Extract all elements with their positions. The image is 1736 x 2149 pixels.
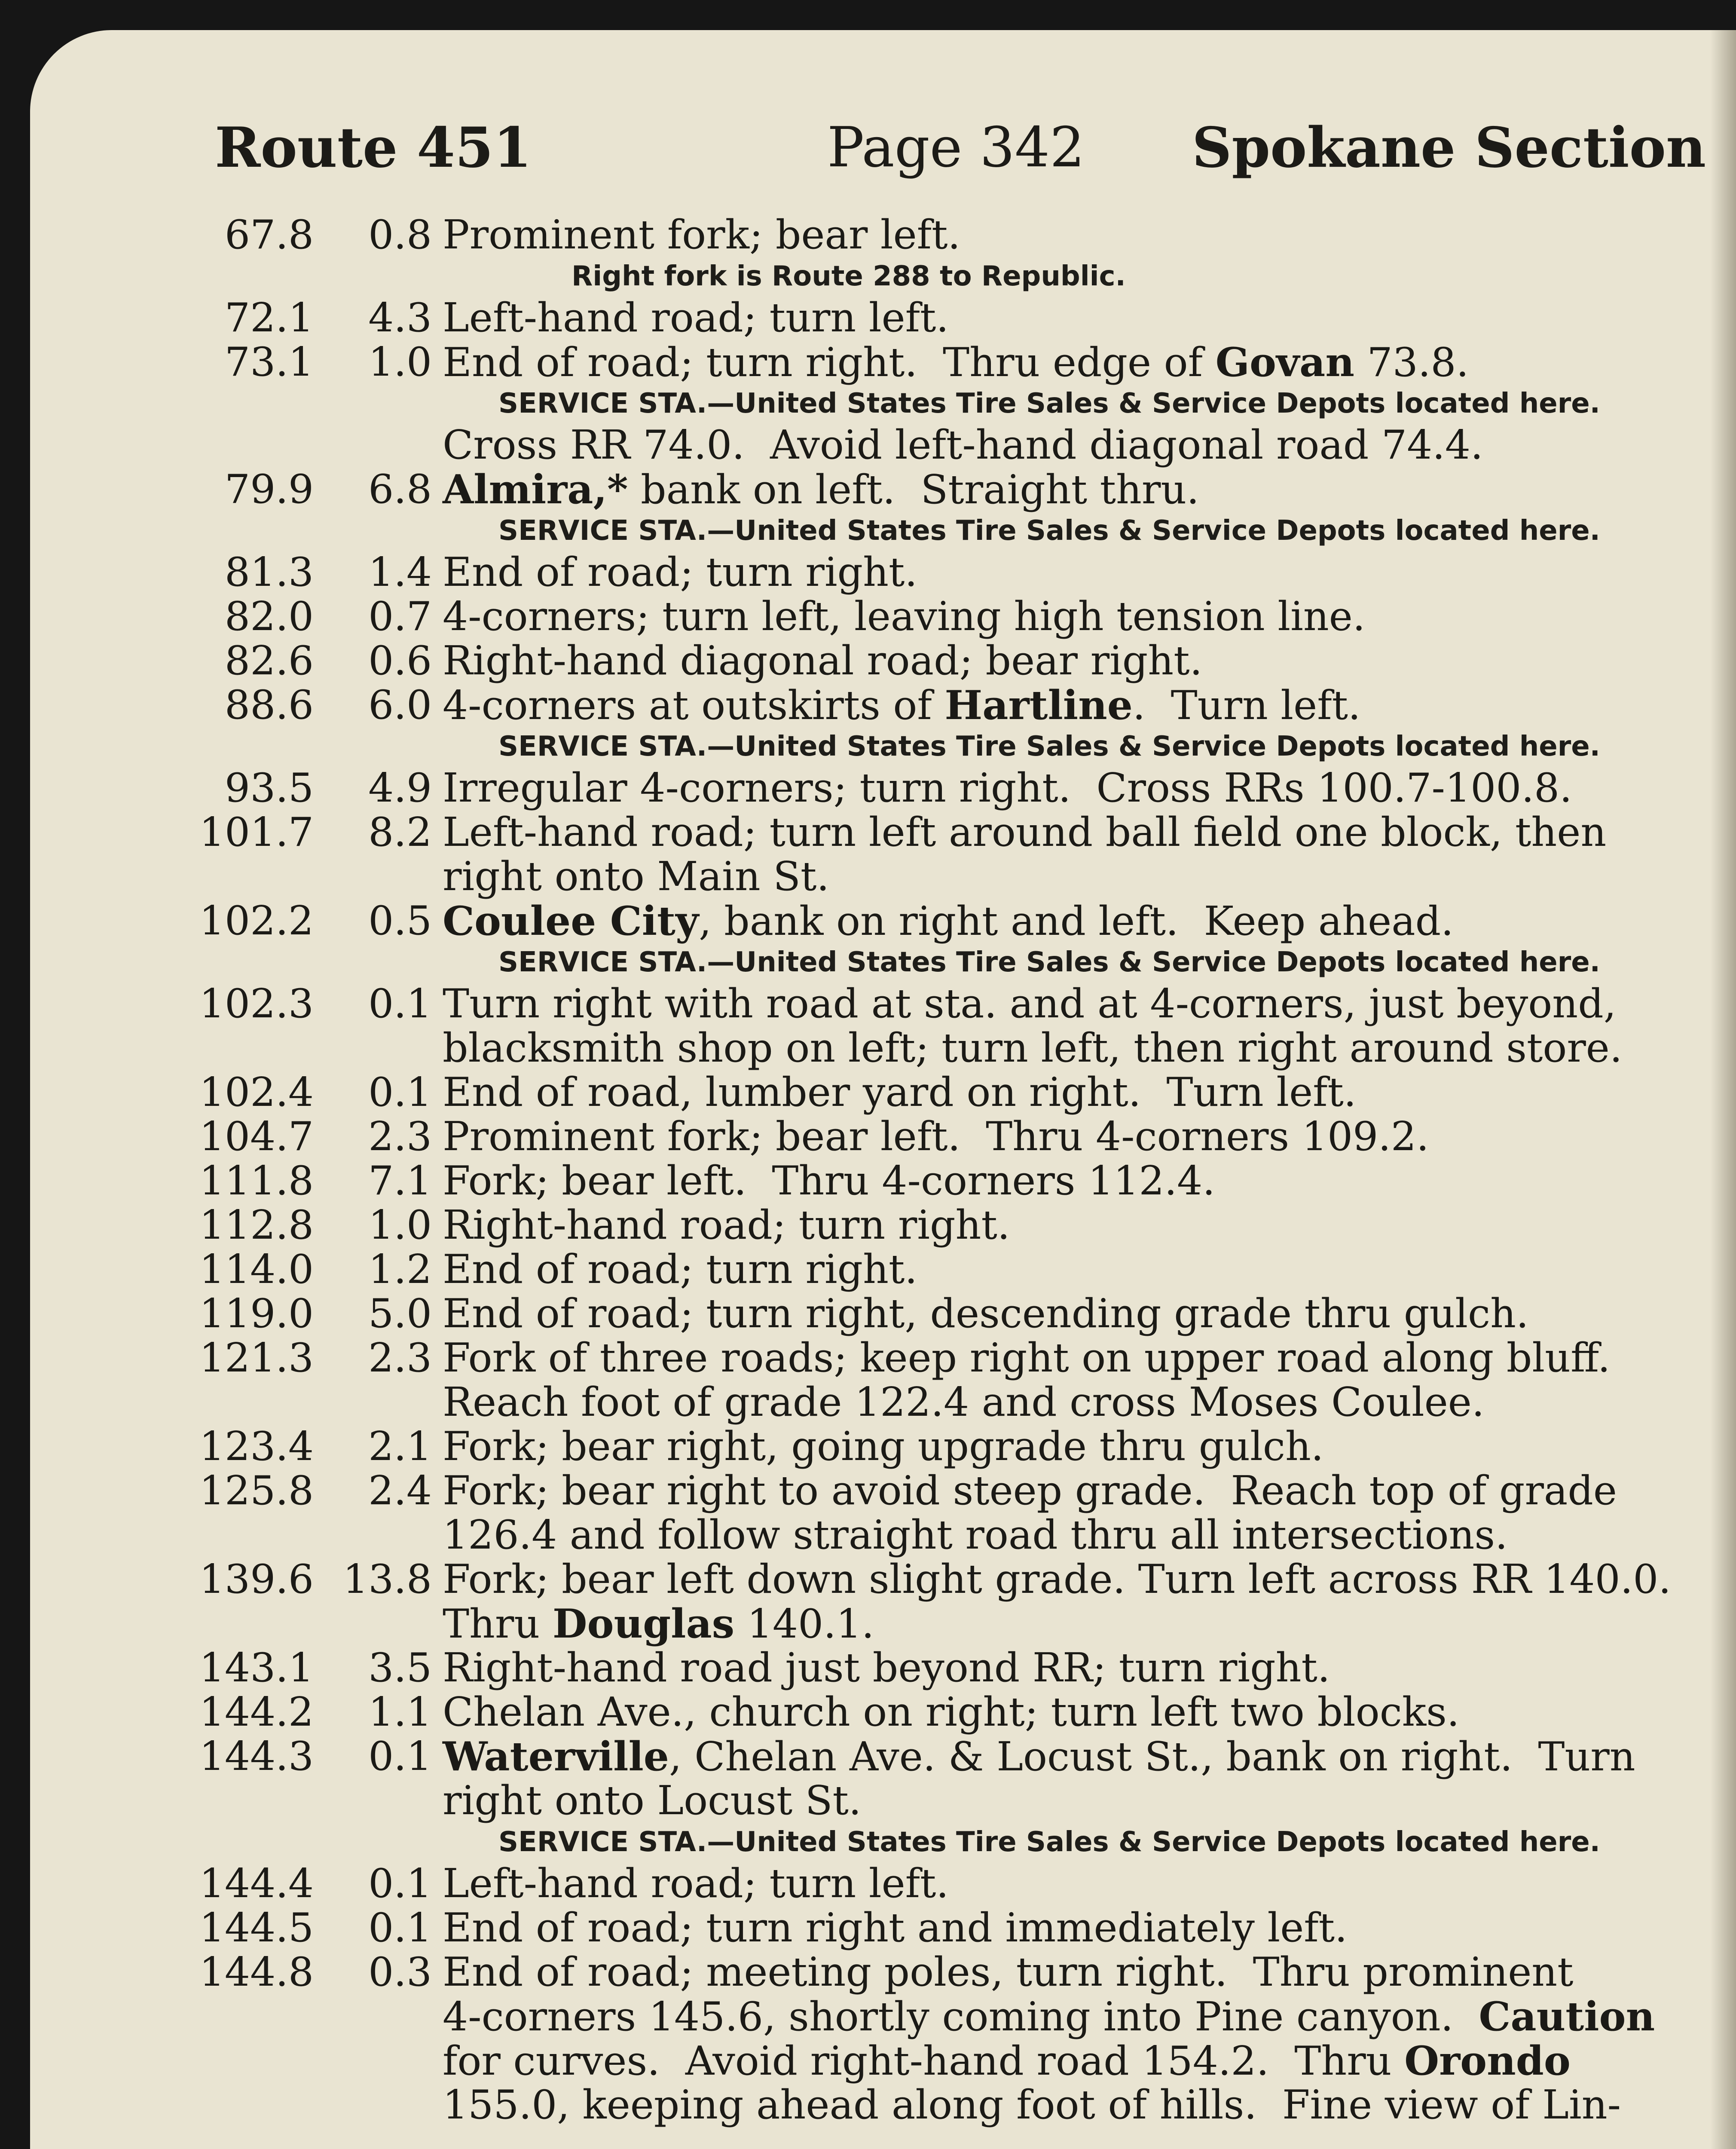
direction-text bbox=[443, 1379, 1485, 1425]
direction-text-part: Cross RR 74.0. Avoid left-hand diagonal road 74.4. bbox=[443, 422, 1483, 468]
mileage-interval: 0.8 bbox=[368, 211, 432, 258]
direction-text-part: for curves. Avoid right-hand road 154.2. Thru bbox=[443, 2038, 1405, 2084]
direction-text bbox=[443, 1113, 1429, 1160]
mileage-total: 119.0 bbox=[199, 1290, 314, 1337]
mileage-interval: 0.7 bbox=[368, 593, 432, 640]
mileage-total: 143.1 bbox=[199, 1644, 314, 1691]
direction-text bbox=[443, 1860, 949, 1907]
mileage-total: 72.1 bbox=[224, 294, 314, 341]
mileage-interval: 6.0 bbox=[368, 682, 432, 728]
place-name: Govan bbox=[1215, 339, 1354, 386]
place-name: Coulee City bbox=[443, 897, 699, 944]
mileage-total: 123.4 bbox=[199, 1423, 314, 1469]
mileage-interval: 0.3 bbox=[368, 1949, 432, 1995]
service-note-text: Right fork is Route 288 to Republic. bbox=[572, 260, 1126, 292]
mileage-total: 144.3 bbox=[199, 1733, 314, 1779]
direction-text bbox=[443, 1335, 1611, 1381]
mileage-total: 139.6 bbox=[199, 1556, 314, 1602]
mileage-total: 112.8 bbox=[199, 1202, 314, 1248]
mileage-interval: 0.1 bbox=[368, 980, 432, 1027]
mileage-total: 104.7 bbox=[199, 1113, 314, 1160]
direction-text-part: Turn right with road at sta. and at 4-corners, just beyond, bbox=[443, 980, 1617, 1027]
direction-text-part: bank on left. Straight thru. bbox=[628, 466, 1199, 513]
mileage-total: 79.9 bbox=[224, 466, 314, 512]
mileage-total: 102.4 bbox=[199, 1069, 314, 1115]
direction-text bbox=[443, 1467, 1617, 1514]
direction-text-part: End of road; turn right. bbox=[443, 549, 917, 595]
direction-text-part: Fork; bear right, going upgrade thru gulch. bbox=[443, 1423, 1324, 1469]
mileage-total: 144.2 bbox=[199, 1689, 314, 1735]
mileage-total: 121.3 bbox=[199, 1335, 314, 1381]
mileage-interval: 1.1 bbox=[368, 1689, 432, 1735]
direction-text-part: 126.4 and follow straight road thru all intersections. bbox=[443, 1512, 1508, 1558]
mileage-interval: 4.3 bbox=[368, 294, 432, 341]
mileage-total: 144.8 bbox=[199, 1949, 314, 1995]
mileage-interval: 2.1 bbox=[368, 1423, 432, 1469]
direction-text-part: End of road; turn right. bbox=[443, 1246, 917, 1292]
mileage-interval: 4.9 bbox=[368, 765, 432, 811]
mileage-interval: 3.5 bbox=[368, 1644, 432, 1691]
direction-text-part: , bank on right and left. Keep ahead. bbox=[699, 898, 1454, 944]
direction-text bbox=[443, 1556, 1671, 1602]
mileage-total: 101.7 bbox=[199, 809, 314, 855]
direction-text-part: right onto Locust St. bbox=[443, 1777, 862, 1824]
direction-text-part: 140.1. bbox=[734, 1601, 874, 1647]
direction-text bbox=[443, 637, 1203, 684]
direction-text-part: Left-hand road; turn left. bbox=[443, 294, 949, 341]
direction-text bbox=[443, 1949, 1574, 1995]
direction-text bbox=[443, 682, 1361, 729]
mileage-interval: 0.6 bbox=[368, 637, 432, 684]
mileage-interval: 7.1 bbox=[368, 1157, 432, 1204]
place-name: Hartline bbox=[944, 682, 1133, 729]
mileage-interval: 5.0 bbox=[368, 1290, 432, 1337]
direction-text bbox=[443, 1246, 917, 1292]
direction-text-part: Thru bbox=[443, 1601, 553, 1647]
mileage-interval: 2.4 bbox=[368, 1467, 432, 1514]
direction-text bbox=[443, 466, 1199, 513]
direction-text-part: Fork; bear left down slight grade. Turn left across RR 140.0. bbox=[443, 1556, 1671, 1602]
direction-text-part: End of road; turn right and immediately left. bbox=[443, 1904, 1348, 1951]
direction-text bbox=[443, 294, 949, 341]
mileage-interval: 1.0 bbox=[368, 1202, 432, 1248]
direction-text-part: Fork; bear left. Thru 4-corners 112.4. bbox=[443, 1157, 1215, 1204]
service-note-text: SERVICE STA.—United States Tire Sales & Service Depots located here. bbox=[498, 731, 1600, 762]
mileage-interval: 0.1 bbox=[368, 1904, 432, 1951]
place-name: Waterville bbox=[443, 1733, 669, 1780]
mileage-total: 111.8 bbox=[199, 1157, 314, 1204]
service-note-text: SERVICE STA.—United States Tire Sales & Service Depots located here. bbox=[498, 515, 1600, 547]
mileage-interval: 1.2 bbox=[368, 1246, 432, 1292]
direction-text bbox=[443, 1689, 1460, 1735]
mileage-total: 88.6 bbox=[224, 682, 314, 728]
direction-text bbox=[443, 809, 1607, 855]
direction-text bbox=[443, 1157, 1215, 1204]
direction-text bbox=[443, 211, 961, 258]
mileage-interval: 0.1 bbox=[368, 1733, 432, 1779]
direction-text bbox=[443, 593, 1366, 640]
mileage-total: 144.5 bbox=[199, 1904, 314, 1951]
direction-text-part: Right-hand diagonal road; bear right. bbox=[443, 637, 1203, 684]
direction-text-part: Left-hand road; turn left around ball field one block, then bbox=[443, 809, 1607, 855]
mileage-total: 114.0 bbox=[199, 1246, 314, 1292]
direction-text bbox=[443, 1025, 1623, 1071]
service-note-text: SERVICE STA.—United States Tire Sales & Service Depots located here. bbox=[498, 1826, 1600, 1858]
mileage-interval: 6.8 bbox=[368, 466, 432, 512]
mileage-total: 73.1 bbox=[224, 339, 314, 385]
mileage-total: 82.0 bbox=[224, 593, 314, 640]
mileage-interval: 8.2 bbox=[368, 809, 432, 855]
mileage-interval: 0.5 bbox=[368, 897, 432, 944]
mileage-interval: 0.1 bbox=[368, 1860, 432, 1907]
place-name: Caution bbox=[1479, 1993, 1655, 2040]
direction-text-part: End of road, lumber yard on right. Turn left. bbox=[443, 1069, 1357, 1115]
direction-text bbox=[443, 339, 1469, 386]
place-name: Almira,* bbox=[443, 466, 628, 513]
direction-text-part: Chelan Ave., church on right; turn left two blocks. bbox=[443, 1689, 1460, 1735]
page-number: Page 342 bbox=[827, 116, 1085, 180]
direction-text-part: Fork of three roads; keep right on upper road along bluff. bbox=[443, 1335, 1611, 1381]
direction-text-part: 155.0, keeping ahead along foot of hills. Fine view of Lin- bbox=[443, 2082, 1621, 2128]
mileage-total: 125.8 bbox=[199, 1467, 314, 1514]
direction-text bbox=[443, 1777, 862, 1824]
direction-text bbox=[443, 1069, 1357, 1115]
direction-text bbox=[443, 853, 829, 900]
direction-text-part: blacksmith shop on left; turn left, then right around store. bbox=[443, 1025, 1623, 1071]
mileage-interval: 2.3 bbox=[368, 1335, 432, 1381]
direction-text-part: 4-corners 145.6, shortly coming into Pine canyon. bbox=[443, 1993, 1479, 2040]
direction-text-part: right onto Main St. bbox=[443, 853, 829, 900]
mileage-total: 144.4 bbox=[199, 1860, 314, 1907]
mileage-total: 93.5 bbox=[224, 765, 314, 811]
direction-text-part: , Chelan Ave. & Locust St., bank on right. Turn bbox=[669, 1733, 1635, 1780]
mileage-total: 67.8 bbox=[224, 211, 314, 258]
direction-text bbox=[443, 1600, 874, 1647]
mileage-total: 82.6 bbox=[224, 637, 314, 684]
direction-text-part: 4-corners; turn left, leaving high tension line. bbox=[443, 593, 1366, 640]
direction-text bbox=[443, 980, 1617, 1027]
direction-text-part: End of road; turn right. Thru edge of bbox=[443, 339, 1216, 386]
service-note-text: SERVICE STA.—United States Tire Sales & Service Depots located here. bbox=[498, 388, 1600, 419]
service-note-text: SERVICE STA.—United States Tire Sales & Service Depots located here. bbox=[498, 946, 1600, 978]
mileage-interval: 1.4 bbox=[368, 549, 432, 595]
direction-text-part: Reach foot of grade 122.4 and cross Moses Coulee. bbox=[443, 1379, 1485, 1425]
mileage-total: 102.2 bbox=[199, 897, 314, 944]
direction-text-part: 73.8. bbox=[1354, 339, 1469, 386]
direction-text-part: Prominent fork; bear left. Thru 4-corners 109.2. bbox=[443, 1113, 1429, 1160]
direction-text bbox=[443, 1644, 1330, 1691]
direction-text bbox=[443, 1423, 1324, 1469]
direction-text-part: . Turn left. bbox=[1132, 682, 1361, 729]
direction-text bbox=[443, 765, 1572, 811]
direction-text-part: 4-corners at outskirts of bbox=[443, 682, 945, 729]
direction-text bbox=[443, 549, 917, 595]
mileage-interval: 1.0 bbox=[368, 339, 432, 385]
mileage-interval: 13.8 bbox=[342, 1556, 432, 1602]
direction-text bbox=[443, 1993, 1655, 2040]
direction-text bbox=[443, 422, 1483, 468]
mileage-interval: 2.3 bbox=[368, 1113, 432, 1160]
direction-text bbox=[443, 1733, 1635, 1780]
mileage-interval: 0.1 bbox=[368, 1069, 432, 1115]
direction-text-part: Right-hand road; turn right. bbox=[443, 1202, 1010, 1248]
mileage-total: 81.3 bbox=[224, 549, 314, 595]
section-title: Spokane Section bbox=[1192, 116, 1706, 180]
direction-text-part: Right-hand road just beyond RR; turn right. bbox=[443, 1644, 1330, 1691]
direction-text bbox=[443, 1202, 1010, 1248]
direction-text-part: Irregular 4-corners; turn right. Cross RRs 100.7-100.8. bbox=[443, 765, 1572, 811]
place-name: Orondo bbox=[1404, 2037, 1571, 2084]
direction-text bbox=[443, 2037, 1571, 2084]
direction-text-part: Fork; bear right to avoid steep grade. Reach top of grade bbox=[443, 1467, 1617, 1514]
direction-text bbox=[443, 1904, 1348, 1951]
route-number: Route 451 bbox=[215, 116, 532, 180]
direction-text bbox=[443, 897, 1454, 944]
mileage-total: 102.3 bbox=[199, 980, 314, 1027]
guidebook-page bbox=[30, 30, 1736, 2149]
direction-text-part: Left-hand road; turn left. bbox=[443, 1860, 949, 1907]
direction-text-part: End of road; meeting poles, turn right. Thru prominent bbox=[443, 1949, 1574, 1995]
place-name: Douglas bbox=[552, 1600, 735, 1647]
direction-text bbox=[443, 1290, 1529, 1337]
direction-text-part: End of road; turn right, descending grade thru gulch. bbox=[443, 1290, 1529, 1337]
direction-text-part: Prominent fork; bear left. bbox=[443, 211, 961, 258]
direction-text bbox=[443, 1512, 1508, 1558]
direction-text bbox=[443, 2082, 1621, 2128]
